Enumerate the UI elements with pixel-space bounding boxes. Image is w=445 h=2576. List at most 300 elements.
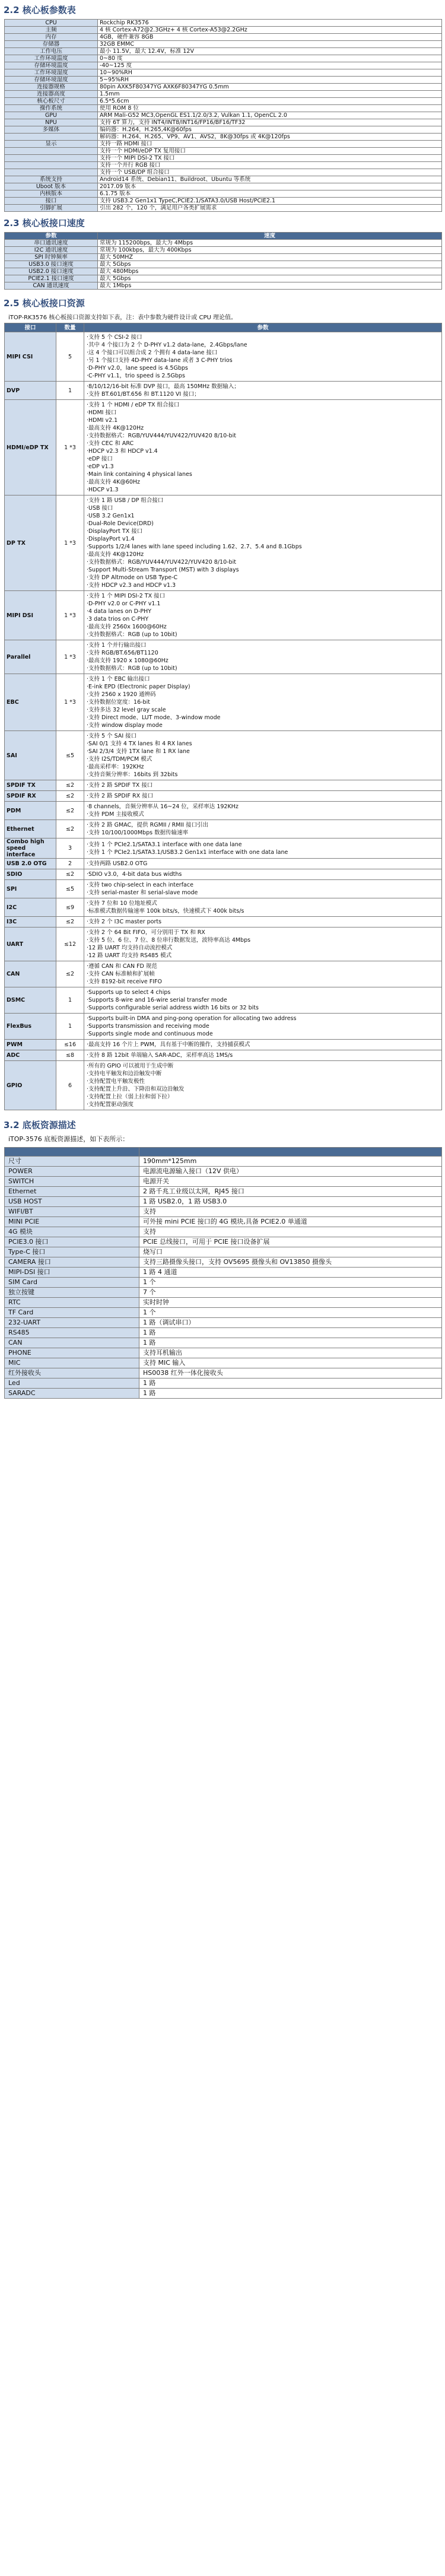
section-title-2-3: 2.3 核心板接口速度 (4, 218, 85, 228)
param-name: 存储环境湿度 (5, 77, 98, 84)
table-row (5, 254, 442, 261)
interface-name: SDIO (5, 869, 56, 880)
table-row (5, 802, 442, 820)
resource-name: 红外接收头 (5, 1368, 139, 1378)
table-row (5, 247, 442, 254)
param-line: ·标准模式数据传输速率 100k bits/s，快速模式下 400k bits/s (87, 908, 244, 914)
param-line: ·所有的 GPIO 可以被用于生成中断 (87, 1063, 174, 1069)
interface-params (84, 838, 442, 859)
param-name: 内存 (5, 34, 98, 41)
table-row (5, 859, 442, 869)
table-row (5, 126, 442, 134)
table-row (5, 898, 442, 917)
param-line: ·USB 3.2 Gen1x1 (87, 513, 135, 519)
section-title-3-2: 3.2 底板资源描述 (4, 1120, 76, 1130)
table-row (5, 34, 442, 41)
core-board-speed-table (4, 232, 442, 290)
interface-count: ≤12 (56, 928, 84, 961)
param-line: ·支持 8 路 12bit 单端输入 SAR-ADC，采样率高达 1MS/s (87, 1052, 233, 1059)
speed-param: USB3.0 接口速度 (5, 261, 98, 268)
param-value: 1.5mm (98, 91, 442, 98)
param-line: ·SDIO v3.0，4-bit data bus widths (87, 871, 182, 878)
resource-value: 支持耳机输出 (139, 1348, 442, 1358)
speed-param: 串口通讯速度 (5, 240, 98, 247)
core-board-params-table (4, 19, 442, 212)
param-line: ·支持 2 个 64 Bit FIFO，可分别用于 TX 和 RX (87, 929, 205, 936)
param-line: ·支持 8192-bit receive FIFO (87, 979, 163, 985)
table-row (5, 261, 442, 268)
interface-count: 2 (56, 859, 84, 869)
table-row (5, 1328, 442, 1338)
table-row (5, 1040, 442, 1050)
param-value: 4 核 Cortex-A72@2.3GHz+ 4 核 Cortex-A53@2.2GHz (98, 27, 442, 34)
table-row (5, 1177, 442, 1187)
resource-value: 烧写口 (139, 1247, 442, 1257)
param-line: ·支持 1 个 EBC 输出接口 (87, 676, 150, 682)
table-row (5, 591, 442, 640)
table-row (5, 1257, 442, 1268)
param-line: ·Supports single mode and continuous mode (87, 1031, 213, 1037)
interface-count: 5 (56, 332, 84, 382)
param-line: ·支持电平触发和边沿触发中断 (87, 1071, 162, 1077)
speed-value: 最大 480Mbps (98, 268, 442, 275)
param-value: 5~95%RH (98, 77, 442, 84)
interface-name: FlexBus (5, 1014, 56, 1040)
param-value: 引出 282 个，120 个，满足用户各类扩展需求 (98, 205, 442, 212)
param-line: ·支持数据格式：RGB (up to 10bit) (87, 631, 177, 638)
resource-name: SIM Card (5, 1278, 139, 1288)
resource-name: CAN (5, 1338, 139, 1348)
base-board-resource-table (4, 1147, 442, 1399)
table-row (5, 183, 442, 190)
param-line: ·支持多达 32 level gray scale (87, 707, 166, 713)
interface-count: ≤2 (56, 869, 84, 880)
param-line: ·支持 7 位和 10 位地址模式 (87, 900, 157, 907)
param-line: ·支持数据格式：RGB/YUV444/YUV422/YUV420 8/10-bit (87, 559, 236, 566)
table-row (5, 105, 442, 112)
param-line: ·支持 1 个 HDMI / eDP TX 组合接口 (87, 402, 180, 408)
table-row (5, 27, 442, 34)
interface-name: CAN (5, 961, 56, 987)
interface-name: GPIO (5, 1061, 56, 1110)
param-name: 系统支持 (5, 176, 98, 183)
param-name: GPU (5, 112, 98, 119)
table-row (5, 332, 442, 382)
table-row (5, 1050, 442, 1061)
resource-name: 4G 模块 (5, 1227, 139, 1237)
table-row (5, 268, 442, 275)
param-name (5, 169, 98, 176)
param-line: ·支持 2 路 SPDIF TX 接口 (87, 782, 153, 789)
speed-value: 最大 5Gbps (98, 261, 442, 268)
param-value: 0~80 度 (98, 55, 442, 62)
param-line: ·DisplayPort TX 接口 (87, 528, 143, 535)
table-row (5, 880, 442, 898)
interface-count: 3 (56, 838, 84, 859)
table-row (5, 382, 442, 400)
interface-count: ≤2 (56, 791, 84, 802)
param-name: 显示 (5, 141, 98, 148)
param-line: ·最高采样率：192KHz (87, 764, 144, 770)
interface-params (84, 382, 442, 400)
resource-name: 独立按键 (5, 1288, 139, 1298)
param-line: ·8 channels，音频分辨率从 16~24 位，采样率达 192KHz (87, 803, 239, 810)
param-line: ·支持 Direct mode、LUT mode、3-window mode (87, 714, 221, 721)
resource-name: RS485 (5, 1328, 139, 1338)
param-value: 4GB，硬件兼容 8GB (98, 34, 442, 41)
param-line: ·支持 2 路 GMAC，提供 RGMII / RMII 接口引出 (87, 822, 209, 828)
resource-value: 1 路 4 通道 (139, 1268, 442, 1278)
param-line: ·Supports up to select 4 chips (87, 989, 171, 996)
speed-value: 最大 5Gbps (98, 275, 442, 282)
table-row (5, 1288, 442, 1298)
interface-name: I2C (5, 898, 56, 917)
interface-params (84, 928, 442, 961)
table-row (5, 928, 442, 961)
interface-count: 6 (56, 1061, 84, 1110)
resource-name: USB HOST (5, 1197, 139, 1207)
table-row (5, 134, 442, 141)
resource-name: PHONE (5, 1348, 139, 1358)
param-value: 支持一个并行 RGB 接口 (98, 162, 442, 169)
interface-name: PWM (5, 1040, 56, 1050)
param-name (5, 134, 98, 141)
table-row (5, 1308, 442, 1318)
table-row (5, 1237, 442, 1247)
param-line: ·支持音频分辨率：16bits 到 32bits (87, 771, 178, 778)
resource-name: SARADC (5, 1389, 139, 1399)
param-line: ·支持 1 路 USB / DP 组合接口 (87, 497, 164, 504)
resource-value: 实时时钟 (139, 1298, 442, 1308)
param-name: 工作环境温度 (5, 55, 98, 62)
param-value: Android14 系统、Debian11、Buildroot、Ubuntu 等系统 (98, 176, 442, 183)
table-row (5, 91, 442, 98)
table-row (5, 1061, 442, 1110)
param-line: ·支持 RGB/BT.656/BT1120 (87, 650, 158, 656)
param-line: ·支持 DP Altmode on USB Type-C (87, 574, 178, 581)
resource-value: 1 路 (139, 1389, 442, 1399)
param-name: NPU (5, 119, 98, 126)
param-line: ·8/10/12/16-bit 标准 DVP 接口，最高 150MHz 数据输入； (87, 383, 240, 390)
param-line: ·这 4 个接口可以组合成 2 个拥有 4 data-lane 接口 (87, 350, 218, 356)
table-row (5, 205, 442, 212)
document-page (0, 4, 445, 1399)
resource-name: Ethernet (5, 1187, 139, 1197)
param-line: ·Supports configurable serial address width 16 bits or 32 bits (87, 1005, 259, 1011)
table-row (5, 987, 442, 1014)
param-line: ·Supports built-in DMA and ping-pong operation for allocating two address (87, 1015, 297, 1022)
resource-name: WIFI/BT (5, 1207, 139, 1217)
param-line: ·支持 serial-master 和 serial-slave mode (87, 890, 198, 896)
table-row (5, 1348, 442, 1358)
table-row (5, 1197, 442, 1207)
table-row (5, 282, 442, 290)
resource-name: POWER (5, 1167, 139, 1177)
interface-count: 1 *3 (56, 674, 84, 731)
table-row (5, 1247, 442, 1257)
param-name: CPU (5, 20, 98, 27)
param-line: ·Supports 8-wire and 16-wire serial transfer mode (87, 997, 227, 1003)
param-name: 连接器高度 (5, 91, 98, 98)
param-line: ·HDCP v2.3 和 HDCP v1.4 (87, 448, 158, 455)
param-line: ·支持配置驱动强度 (87, 1101, 134, 1108)
param-name: 操作系统 (5, 105, 98, 112)
table-row (5, 1378, 442, 1389)
interface-params (84, 640, 442, 674)
table-row (5, 1014, 442, 1040)
resource-value: 电源开关 (139, 1177, 442, 1187)
table-row (5, 155, 442, 162)
param-name: 接口 (5, 198, 98, 205)
core-board-interface-table (4, 323, 442, 1110)
param-name: 存储环境温度 (5, 62, 98, 69)
interface-count: ≤2 (56, 802, 84, 820)
param-line: ·支持 HDCP v2.3 and HDCP v1.3 (87, 582, 176, 589)
speed-header-speed: 速度 (98, 233, 442, 240)
param-line: ·最高支持 4K@60Hz (87, 479, 141, 485)
table-row (5, 640, 442, 674)
table-row (5, 20, 442, 27)
param-name: 存储器 (5, 41, 98, 48)
resource-value: 1 路 (139, 1378, 442, 1389)
interface-params (84, 791, 442, 802)
table-row (5, 41, 442, 48)
param-line: ·DisplayPort v1.4 (87, 536, 135, 542)
interface-count: 1 (56, 987, 84, 1014)
table-row (5, 1278, 442, 1288)
param-line: ·支持 1 个并行输出接口 (87, 642, 147, 649)
interface-params (84, 869, 442, 880)
param-line: ·支持两路 USB2.0 OTG (87, 860, 148, 867)
table-row (5, 1368, 442, 1378)
param-line: ·支持 PDM 主接收模式 (87, 811, 144, 818)
interface-params (84, 495, 442, 591)
resource-value: 1 路（调试串口） (139, 1318, 442, 1328)
param-line: ·支持 CAN 标准帧和扩展帧 (87, 971, 155, 977)
interface-count: ≤2 (56, 961, 84, 987)
table-row (5, 84, 442, 91)
interface-name: Ethernet (5, 820, 56, 838)
param-value: 支持一个 MIPI DSI-2 TX 接口 (98, 155, 442, 162)
param-line: ·支持 two chip-select in each interface (87, 882, 193, 888)
resource-value: 1 个 (139, 1308, 442, 1318)
board-header-value (139, 1148, 442, 1157)
section-title-2-5: 2.5 核心板接口资源 (4, 298, 85, 309)
resource-value: 支持三路摄像头接口，支持 OV5695 摄像头和 OV13850 摄像头 (139, 1257, 442, 1268)
table-row (5, 148, 442, 155)
table-row (5, 112, 442, 119)
param-line: ·支持配置电平触发极性 (87, 1078, 145, 1085)
interface-name: DSMC (5, 987, 56, 1014)
interface-name: DVP (5, 382, 56, 400)
param-line: ·支持 5 个 SAI 接口 (87, 733, 137, 739)
table-row (5, 1338, 442, 1348)
resource-name: TF Card (5, 1308, 139, 1318)
param-line: ·SAI 2/3/4 支持 1TX lane 和 1 RX lane (87, 748, 190, 755)
param-line: ·HDCP v1.3 (87, 487, 119, 493)
interface-params (84, 1061, 442, 1110)
param-line: ·3 data trios on C-PHY (87, 616, 149, 622)
resource-name: MIC (5, 1358, 139, 1368)
param-line: ·支持数据格式：RGB/YUV444/YUV422/YUV420 8/10-bit (87, 433, 236, 439)
interface-name: I3C (5, 917, 56, 928)
iface-header-count: 数量 (56, 323, 84, 332)
section-3-2-subtitle: iTOP-3576 底板资源描述，如下表所示： (8, 1135, 129, 1143)
param-line: ·支持 2 路 SPDIF RX 接口 (87, 793, 154, 799)
table-row (5, 1268, 442, 1278)
table-row (5, 169, 442, 176)
param-value: 支持 USB3.2 Gen1x1 TypeC,PCIE2.1/SATA3.0/USB Host/PCIE2.1 (98, 198, 442, 205)
table-row (5, 198, 442, 205)
param-line: ·支持 1 个 PCIe2.1/SATA3.1 interface with one data lane (87, 841, 242, 848)
param-name: 多媒体 (5, 126, 98, 134)
param-line: ·Main link containing 4 physical lanes (87, 471, 192, 478)
table-row (5, 820, 442, 838)
param-line: ·12 路 UART 均支持 RS485 模式 (87, 952, 172, 959)
table-row (5, 55, 442, 62)
param-value: 支持一个 HDMI/eDP TX 复用接口 (98, 148, 442, 155)
resource-value: 支持 (139, 1227, 442, 1237)
param-line: ·支持 10/100/1000Mbps 数据传输速率 (87, 830, 189, 836)
param-line: ·支持配置上升沿、下降沿和双边沿触发 (87, 1086, 185, 1092)
param-name: 核心板尺寸 (5, 98, 98, 105)
param-line: ·USB 接口 (87, 505, 113, 512)
interface-params (84, 802, 442, 820)
table-row (5, 1167, 442, 1177)
table-row (5, 838, 442, 859)
interface-name: Parallel (5, 640, 56, 674)
param-name (5, 162, 98, 169)
speed-value: 最大 50MHZ (98, 254, 442, 261)
param-line: ·eDP 接口 (87, 456, 113, 462)
table-row (5, 190, 442, 198)
param-line: ·支持 5 个 CSI-2 接口 (87, 334, 142, 341)
param-line: ·支持 2 个 I3C master ports (87, 919, 162, 925)
param-line: ·HDMI v2.1 (87, 417, 118, 424)
section-title-2-2: 2.2 核心板参数表 (4, 5, 76, 15)
resource-value: 1 个 (139, 1278, 442, 1288)
param-line: ·Support Multi-Stream Transport (MST) with 3 displays (87, 567, 239, 573)
resource-value: 支持 (139, 1207, 442, 1217)
table-row (5, 62, 442, 69)
table-row (5, 275, 442, 282)
param-line: ·支持数据位宽度：16-bit (87, 699, 150, 706)
iface-header-interface: 接口 (5, 323, 56, 332)
param-line: ·最高支持 4K@120Hz (87, 425, 144, 431)
resource-value: HS0038 红外一体化接收头 (139, 1368, 442, 1378)
interface-count: 1 (56, 1014, 84, 1040)
table-row (5, 77, 442, 84)
table-row (5, 791, 442, 802)
param-line: ·D-PHY v2.0，lane speed is 4.5Gbps (87, 365, 188, 371)
param-line: ·最高支持 16 个片上 PWM，具有基于中断的操作，支持捕获模式 (87, 1041, 250, 1048)
param-name: 工作环境湿度 (5, 69, 98, 77)
interface-count: 1 *3 (56, 400, 84, 495)
interface-name: SPDIF RX (5, 791, 56, 802)
interface-params (84, 859, 442, 869)
resource-value: 1 路 (139, 1328, 442, 1338)
interface-name: HDMI/eDP TX (5, 400, 56, 495)
interface-name: MIPI DSI (5, 591, 56, 640)
param-line: ·HDMI 接口 (87, 409, 117, 416)
param-line: ·12 路 UART 均支持自动流控模式 (87, 945, 173, 951)
interface-name: PDM (5, 802, 56, 820)
table-row (5, 69, 442, 77)
speed-param: PCIE2.1 接口速度 (5, 275, 98, 282)
interface-params (84, 400, 442, 495)
param-line: ·支持数据格式：RGB (up to 10bit) (87, 665, 177, 672)
speed-param: SPI 时钟频率 (5, 254, 98, 261)
table-row (5, 240, 442, 247)
interface-params (84, 917, 442, 928)
resource-name: MINI PCIE (5, 1217, 139, 1227)
param-line: ·支持 1 个 PCIe2.1/SATA3.1/USB3.2 Gen1x1 interface with one data lane (87, 849, 288, 856)
resource-name: PCIE3.0 接口 (5, 1237, 139, 1247)
param-line: ·4 data lanes on D-PHY (87, 608, 152, 615)
table-row (5, 162, 442, 169)
interface-count: 1 *3 (56, 640, 84, 674)
resource-name: RTC (5, 1298, 139, 1308)
table-row (5, 869, 442, 880)
interface-params (84, 880, 442, 898)
table-row (5, 400, 442, 495)
resource-value: PCIE 总线接口，可用于 PCIE 接口设备扩展 (139, 1237, 442, 1247)
param-name: 主频 (5, 27, 98, 34)
speed-value: 常规为 100kbps，最大为 400Kbps (98, 247, 442, 254)
interface-count: ≤5 (56, 731, 84, 780)
param-line: ·支持 BT.601/BT.656 和 BT.1120 VI 接口； (87, 391, 200, 398)
table-row (5, 1358, 442, 1368)
param-line: ·最高支持 4K@120Hz (87, 551, 144, 558)
interface-name: Combo high speed interface (5, 838, 56, 859)
speed-value: 最大 1Mbps (98, 282, 442, 290)
param-value: -40~125 度 (98, 62, 442, 69)
iface-header-params: 参数 (84, 323, 442, 332)
interface-count: 1 *3 (56, 591, 84, 640)
param-value: 最小 11.5V，最大 12.4V，标准 12V (98, 48, 442, 55)
param-value: 编码器：H.264，H.265,4K@60fps (98, 126, 442, 134)
interface-name: ADC (5, 1050, 56, 1061)
param-line: ·最高支持 2560x 1600@60Hz (87, 624, 167, 630)
interface-count: 1 (56, 382, 84, 400)
table-row (5, 961, 442, 987)
table-row (5, 1187, 442, 1197)
interface-name: UART (5, 928, 56, 961)
speed-value: 常规为 115200bps，最大为 4Mbps (98, 240, 442, 247)
interface-count: 1 *3 (56, 495, 84, 591)
interface-count: ≤2 (56, 780, 84, 791)
param-name: 引脚扩展 (5, 205, 98, 212)
param-value: 6.5*5.6cm (98, 98, 442, 105)
resource-name: 232-UART (5, 1318, 139, 1328)
param-name: 连接器规格 (5, 84, 98, 91)
table-row (5, 119, 442, 126)
resource-value: 1 路 USB2.0，1 路 USB3.0 (139, 1197, 442, 1207)
param-line: ·最高支持 1920 x 1080@60Hz (87, 658, 169, 664)
table-row (5, 731, 442, 780)
resource-name: MIPI-DSI 接口 (5, 1268, 139, 1278)
table-row (5, 1217, 442, 1227)
interface-params (84, 332, 442, 382)
interface-name: MIPI CSI (5, 332, 56, 382)
interface-name: EBC (5, 674, 56, 731)
param-value: ARM Mali-G52 MC3,OpenGL ES1.1/2.0/3.2, Vulkan 1.1, OpenCL 2.0 (98, 112, 442, 119)
interface-count: ≤5 (56, 880, 84, 898)
interface-params (84, 820, 442, 838)
param-value: 6.1.75 版本 (98, 190, 442, 198)
table-row (5, 495, 442, 591)
param-line: ·支持 I2S/TDM/PCM 模式 (87, 756, 152, 763)
